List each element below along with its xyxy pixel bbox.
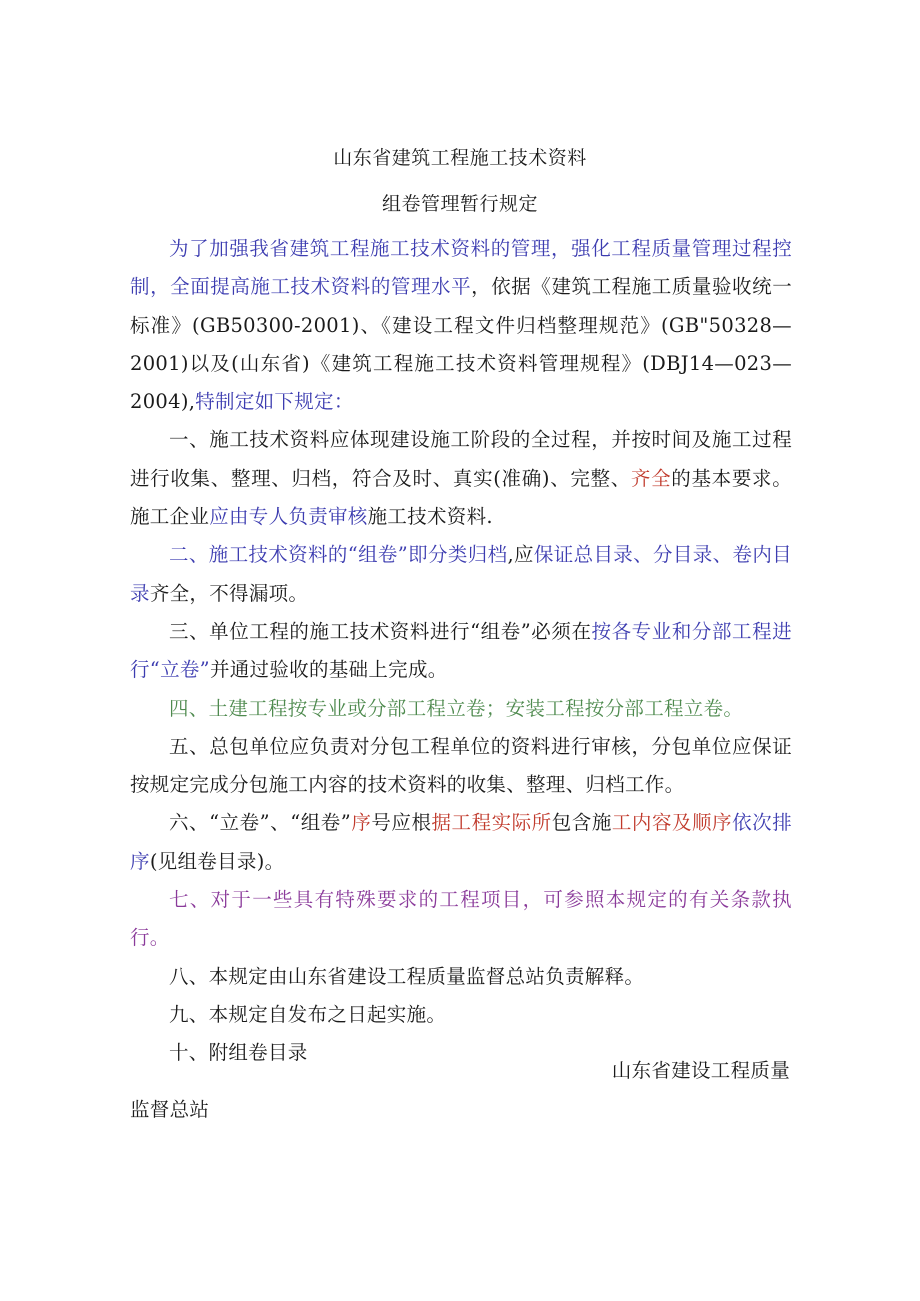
item-6-text-c: 号应根 (371, 811, 432, 835)
item-6-text-d: 据工程实际所 (431, 811, 552, 835)
intro-part1: 为了加强我省建筑工程施工技术资料的管理，强化工程质量管理过程控制，全面提高施工技术资料的管理水平 (130, 237, 792, 299)
intro-part3: 特制定如下规定： (195, 390, 354, 414)
document-title-line2: 组卷管理暂行规定 (381, 193, 538, 215)
document-body (130, 230, 792, 1073)
item-1-text-c: 的基本要求。施工企业 (130, 466, 793, 529)
item-2-text-c: 保证总目录、分目录、卷内目录 (130, 543, 792, 605)
item-3-text-c: 并通过验收的基础上完成。 (209, 658, 448, 682)
item-5 (130, 728, 792, 805)
item-1 (130, 421, 792, 536)
item-6-text-h: (见组卷目录)。 (149, 849, 285, 873)
signature-line1: 山东省建设工程质量 (611, 1059, 790, 1082)
item-6-text-g: 依次排序 (130, 811, 792, 873)
intro-part2: ，依据《建筑工程施工质量验收统一标准》(GB50300-2001)、《建设工程文件归档整理规范》(GB"50328—2001)以及(山东省)《建筑工程施工技术资料管理规程》(DBJ14—023—2004), (130, 275, 792, 414)
item-4-text: 四、土建工程按专业或分部工程立卷；安装工程按分部工程立卷。 (169, 696, 744, 720)
item-3-text-b: 按各专业和分部工程进行“立卷” (130, 619, 792, 682)
item-6-text-e: 包含施 (551, 811, 612, 835)
item-8 (130, 958, 792, 996)
item-1-text-e: 施工技术资料. (367, 505, 493, 529)
item-9 (130, 996, 792, 1034)
item-1-text-a: 一、施工技术资料应体现建设施工阶段的全过程，并按时间及施工过程进行收集、整理、归档，符合及时、真实(准确)、完整、 (130, 428, 792, 490)
item-8-text: 八、本规定由山东省建设工程质量监督总站负责解释。 (169, 964, 645, 988)
item-6-text-f: 工内容及顺序 (611, 811, 733, 835)
item-1-text-b: 齐全 (630, 466, 672, 490)
signature-line2: 监督总站 (130, 1098, 210, 1121)
document-title-line1: 山东省建筑工程施工技术资料 (333, 147, 587, 169)
item-7 (130, 881, 792, 958)
item-2-text-b: ,应 (507, 543, 534, 567)
item-3-text-a: 三、单位工程的施工技术资料进行“组卷”必须在 (169, 619, 592, 643)
item-2-text-d: 齐全，不得漏项。 (149, 581, 309, 605)
item-6 (130, 804, 792, 881)
item-3 (130, 613, 792, 690)
item-6-text-b: 序 (351, 811, 372, 835)
item-1-text-d: 应由专人负责审核 (209, 505, 368, 529)
item-5-text: 五、总包单位应负责对分包工程单位的资料进行审核，分包单位应保证按规定完成分包施工内容的技术资料的收集、整理、归档工作。 (130, 734, 792, 797)
item-7-text: 七、对于一些具有特殊要求的工程项目，可参照本规定的有关条款执行。 (130, 888, 792, 950)
item-10-text: 十、附组卷目录 (169, 1041, 308, 1065)
intro-paragraph (130, 230, 792, 421)
item-4 (130, 690, 792, 728)
item-2 (130, 536, 792, 613)
item-9-text: 九、本规定自发布之日起实施。 (169, 1002, 447, 1026)
item-6-text-a: 六、“立卷”、“组卷” (169, 811, 352, 835)
item-2-text-a: 二、施工技术资料的“组卷”即分类归档 (169, 543, 508, 567)
